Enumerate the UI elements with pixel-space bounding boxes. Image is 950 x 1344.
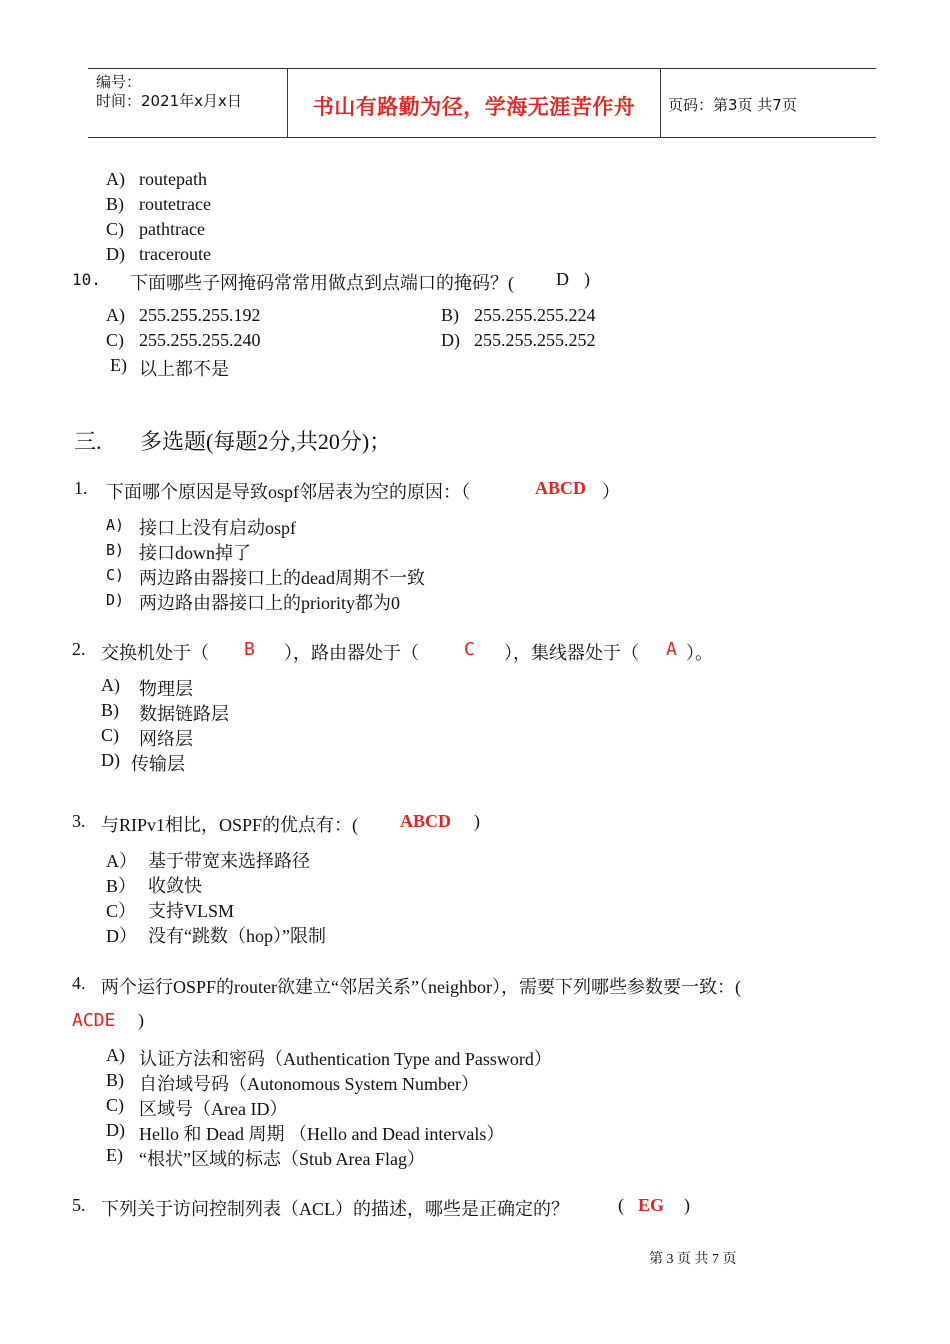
list-item: C) 区域号（Area ID） [106, 1095, 288, 1119]
list-item: A) routepath [106, 169, 207, 189]
list-item: B) 数据链路层 [101, 700, 229, 724]
list-item: C) 网络层 [101, 725, 193, 749]
list-item: D) 传输层 [101, 750, 185, 774]
question-m4-answer: ACDE ) [72, 1010, 144, 1031]
list-item: B) 自治域号码（Autonomous System Number） [106, 1070, 479, 1094]
code-label: 编号： [96, 73, 142, 91]
list-item: B) routetrace [106, 194, 211, 214]
list-item: A) 接口上没有启动ospf [106, 516, 296, 538]
question-m2: 2. 交换机处于（ B ），路由器处于（ C ），集线器处于（ A ）。 [72, 639, 713, 663]
question-m3: 3. 与RIPv1相比，OSPF的优点有：( ABCD ) [72, 811, 480, 835]
list-item: E) 以上都不是 [110, 355, 229, 379]
header-divider [660, 69, 661, 137]
header-meta [96, 73, 242, 111]
list-item: A) 认证方法和密码（Authentication Type and Password） [106, 1045, 552, 1069]
page-footer: 第 3 页 共 7 页 [649, 1252, 737, 1267]
list-item: D) 两边路由器接口上的priority都为0 [106, 591, 400, 613]
list-item: D） 没有“跳数（hop）”限制 [106, 926, 326, 946]
list-item: C) 两边路由器接口上的dead周期不一致 [106, 566, 425, 588]
list-item: A) 物理层 [101, 675, 193, 699]
header-page-label: 页码：第3页 共7页 [668, 96, 797, 114]
question-10: 10. 下面哪些子网掩码常常用做点到点端口的掩码？( D ) [72, 269, 590, 293]
list-item: D) 255.255.255.252 [441, 330, 596, 350]
list-item: B) 255.255.255.224 [441, 305, 596, 325]
header-motto: 书山有路勤为径，学海无涯苦作舟 [312, 95, 636, 119]
list-item: C) pathtrace [106, 219, 205, 239]
list-item: D) Hello 和 Dead 周期 （Hello and Dead intervals） [106, 1120, 505, 1144]
page-header [88, 68, 876, 138]
section-heading: 三. 多选题(每题2分,共20分)； [74, 429, 392, 454]
question-m4: 4. 两个运行OSPF的router欲建立“邻居关系”（neighbor），需要下列哪些参数要一致：( [72, 973, 741, 997]
list-item: A） 基于带宽来选择路径 [106, 851, 310, 871]
list-item: B） 收敛快 [106, 876, 202, 896]
list-item: B) 接口down掉了 [106, 541, 251, 563]
list-item: E) “根状”区域的标志（Stub Area Flag） [106, 1145, 425, 1169]
list-item: C） 支持VLSM [106, 901, 235, 921]
question-m1: 1. 下面哪个原因是导致ospf邻居表为空的原因：（ ABCD ） [74, 478, 620, 502]
question-m5: 5. 下列关于访问控制列表（ACL）的描述，哪些是正确定的？ ( EG ) [72, 1195, 690, 1219]
list-item: C) 255.255.255.240 [106, 330, 261, 350]
time-label: 时间：2021年x月x日 [96, 92, 242, 110]
list-item: D) traceroute [106, 244, 211, 264]
list-item: A) 255.255.255.192 [106, 305, 261, 325]
